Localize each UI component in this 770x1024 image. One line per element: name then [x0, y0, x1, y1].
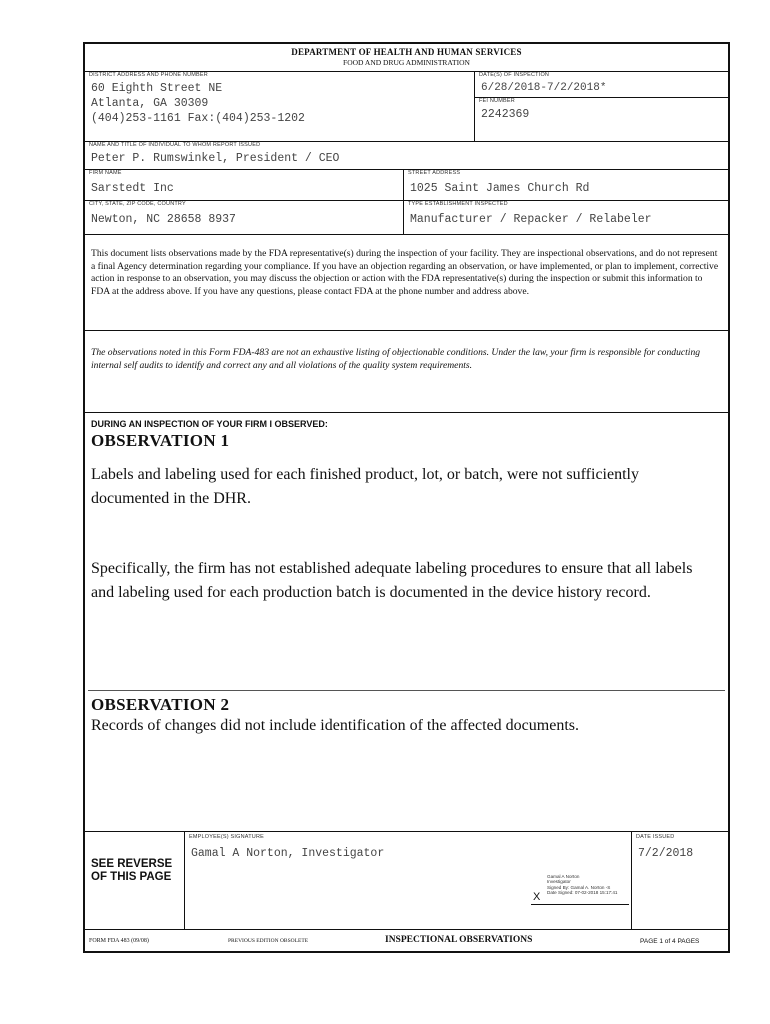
agency-title: FOOD AND DRUG ADMINISTRATION — [343, 58, 470, 67]
observations-body — [85, 412, 728, 831]
individual-label: NAME AND TITLE OF INDIVIDUAL TO WHOM REPORT ISSUED — [89, 142, 261, 148]
city-establishment-row — [85, 200, 728, 235]
disclaimer-row — [85, 330, 728, 413]
district-row — [85, 71, 728, 142]
date-issued-cell — [632, 832, 728, 929]
inspectional-observations-label: INSPECTIONAL OBSERVATIONS — [385, 935, 533, 945]
department-title: DEPARTMENT OF HEALTH AND HUMAN SERVICES — [291, 47, 522, 57]
employee-label: EMPLOYEE(S) SIGNATURE — [189, 834, 264, 840]
form-header — [85, 44, 728, 72]
signature-date: Date Signed: 07-02-2018 15:17:41 — [547, 890, 618, 896]
inspection-dates-label: DATE(S) OF INSPECTION — [479, 72, 550, 78]
firm-name-label: FIRM NAME — [89, 170, 122, 176]
see-reverse-cell — [85, 832, 185, 929]
district-line2: Atlanta, GA 30309 — [91, 97, 209, 110]
employee-signature-cell — [185, 832, 632, 929]
page-number: PAGE 1 of 4 PAGES — [640, 938, 700, 945]
district-label: DISTRICT ADDRESS AND PHONE NUMBER — [89, 72, 208, 78]
during-inspection-heading: DURING AN INSPECTION OF YOUR FIRM I OBSERVED: — [91, 419, 328, 429]
disclaimer-text: The observations noted in this Form FDA-483 are not an exhaustive listing of objectionable conditions. Under the law, your firm is responsible for conducting internal self audits to identify and correct any and all violations of the quality system requirements. — [91, 347, 701, 371]
previous-edition: PREVIOUS EDITION OBSOLETE — [228, 938, 309, 944]
establishment-label: TYPE ESTABLISHMENT INSPECTED — [408, 201, 508, 207]
individual-value: Peter P. Rumswinkel, President / CEO — [91, 152, 340, 165]
firm-street-row — [85, 169, 728, 201]
city-cell — [85, 200, 404, 234]
fda-483-form — [83, 42, 730, 953]
individual-row — [85, 141, 728, 170]
city-value: Newton, NC 28658 8937 — [91, 213, 236, 226]
signature-row — [85, 831, 728, 930]
dates-fei-cell — [475, 71, 728, 141]
signature-details — [547, 874, 618, 896]
signature-signed-by: Signed By: Gamal A. Norton -S — [547, 884, 611, 890]
date-issued-value: 7/2/2018 — [638, 847, 694, 860]
fei-value: 2242369 — [481, 108, 530, 121]
form-number: FORM FDA 483 (09/08) — [89, 938, 149, 944]
notice-row — [85, 234, 728, 331]
district-cell — [85, 71, 475, 141]
signature-name: Gamal A Norton — [547, 874, 580, 879]
observation-1-specific: Specifically, the firm has not established adequate labeling procedures to ensure that all labels and labeling used for each production batch is documented in the device history record. — [91, 560, 693, 601]
signature-title: Investigator — [547, 879, 571, 885]
date-issued-label: DATE ISSUED — [636, 834, 675, 840]
fei-label: FEI NUMBER — [479, 98, 515, 104]
city-label: CITY, STATE, ZIP CODE, COUNTRY — [89, 201, 186, 207]
observation-1-title: OBSERVATION 1 — [91, 431, 230, 450]
see-reverse-text: SEE REVERSE OF THIS PAGE — [91, 858, 173, 883]
employee-value: Gamal A Norton, Investigator — [191, 847, 385, 860]
firm-name-value: Sarstedt Inc — [91, 182, 174, 195]
establishment-value: Manufacturer / Repacker / Relabeler — [410, 213, 652, 226]
notice-text: This document lists observations made by the FDA representative(s) during the inspection of your facility. They are inspectional observations, and do not represent a final Agency determination regarding your compliance. If you have an objection regarding an observation, or have implemented, or plan to implement, corrective action in response to an observation, you may discuss the objection or action with the FDA representative(s) during the inspection or submit this information to FDA at the address above. If you have any questions, please contact FDA at the phone number and address above. — [91, 248, 719, 297]
inspection-dates-value: 6/28/2018-7/2/2018* — [481, 82, 607, 94]
inspection-dates-box — [475, 71, 728, 98]
observation-2-text: Records of changes did not include identification of the affected documents. — [91, 717, 579, 734]
street-value: 1025 Saint James Church Rd — [410, 182, 590, 195]
district-line1: 60 Eighth Street NE — [91, 82, 223, 95]
district-line3: (404)253-1161 Fax:(404)253-1202 — [91, 112, 305, 125]
observation-divider — [88, 690, 725, 691]
observation-1-text: Labels and labeling used for each finished product, lot, or batch, were not sufficiently documented in the DHR. — [91, 466, 639, 507]
street-label: STREET ADDRESS — [408, 170, 461, 176]
street-cell — [404, 169, 728, 200]
digital-signature-block — [531, 874, 629, 905]
firm-name-cell — [85, 169, 404, 200]
form-footer — [85, 928, 728, 951]
signature-x-mark: X — [533, 891, 541, 903]
establishment-cell — [404, 200, 728, 234]
observation-2-title: OBSERVATION 2 — [91, 695, 230, 714]
